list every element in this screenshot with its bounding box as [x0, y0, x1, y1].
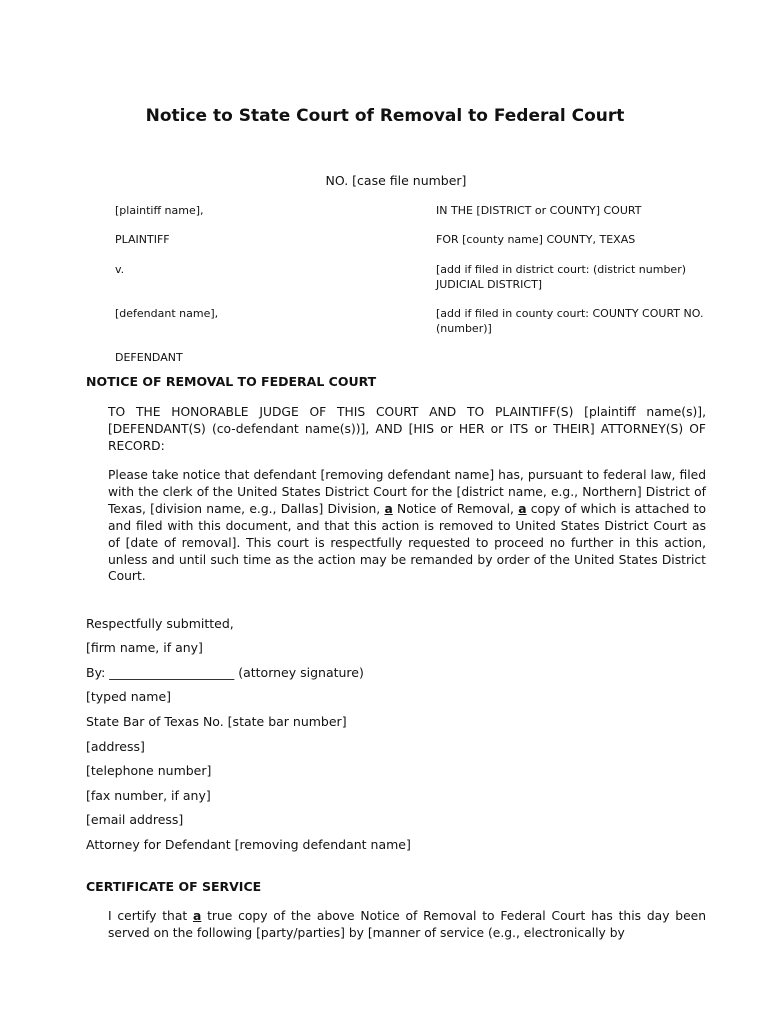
firm-name: [firm name, if any]: [86, 640, 203, 655]
court-line-3: [add if filed in district court: (district number) JUDICIAL DISTRICT]: [436, 263, 687, 291]
email-address: [email address]: [86, 812, 184, 827]
plaintiff-label: PLAINTIFF: [115, 233, 170, 246]
notice-body-text: Please take notice that defendant [removing defendant name] has, pursuant to federal law, filed with the clerk of the United States District Court for the [district name, e.g., Northern] District of Texas, [division name, e.g., Dallas] Division,: [108, 468, 706, 516]
versus-label: v.: [115, 263, 125, 276]
court-line-4: [add if filed in county court: COUNTY COURT NO. (number)]: [436, 307, 704, 335]
case-number: NO. [case file number]: [325, 173, 467, 188]
address-paragraph: TO THE HONORABLE JUDGE OF THIS COURT AND TO PLAINTIFF(S) [plaintiff name(s)], [DEFENDANT(S) (co-defendant name(s))], AND [HIS or HER or ITS or THEIR] ATTORNEY(S) OF RECORD:: [108, 405, 706, 453]
document-title: Notice to State Court of Removal to Federal Court: [145, 106, 625, 126]
certificate-underlined-a: a: [193, 909, 202, 923]
certificate-text: I certify that: [108, 909, 193, 923]
notice-body-underlined-a: a: [384, 501, 393, 516]
telephone-number: [telephone number]: [86, 763, 212, 778]
plaintiff-name: [plaintiff name],: [115, 204, 204, 217]
notice-body-text: copy of which is attached to and filed with this document, and that this action is removed to United States District Court as of [date of removal]. This court is respectfully requested to proceed no further in this action, unless and until such time as the action may be remanded by order of the United States District Court.: [108, 501, 706, 584]
signature-line: By: ____________________ (attorney signature): [86, 665, 364, 680]
notice-body-underlined-a: a: [518, 501, 527, 516]
court-line-1: IN THE [DISTRICT or COUNTY] COURT: [436, 204, 642, 217]
certificate-heading: CERTIFICATE OF SERVICE: [86, 879, 262, 894]
notice-heading: NOTICE OF REMOVAL TO FEDERAL COURT: [86, 374, 377, 389]
court-line-2: FOR [county name] COUNTY, TEXAS: [436, 233, 636, 246]
state-bar-number: State Bar of Texas No. [state bar number]: [86, 714, 347, 729]
certificate-text: true copy of the above Notice of Removal to Federal Court has this day been served on the following [party/parties] by [manner of service (e.g., electronically by: [108, 909, 706, 940]
respectfully-submitted: Respectfully submitted,: [86, 616, 234, 631]
attorney-for: Attorney for Defendant [removing defendant name]: [86, 837, 411, 852]
certificate-paragraph: [108, 908, 706, 942]
notice-body-paragraph: [108, 467, 706, 585]
fax-number: [fax number, if any]: [86, 788, 211, 803]
defendant-label: DEFENDANT: [115, 351, 183, 364]
address: [address]: [86, 739, 145, 754]
notice-body-text: Notice of Removal,: [392, 501, 519, 516]
typed-name: [typed name]: [86, 689, 172, 704]
defendant-name: [defendant name],: [115, 307, 219, 320]
